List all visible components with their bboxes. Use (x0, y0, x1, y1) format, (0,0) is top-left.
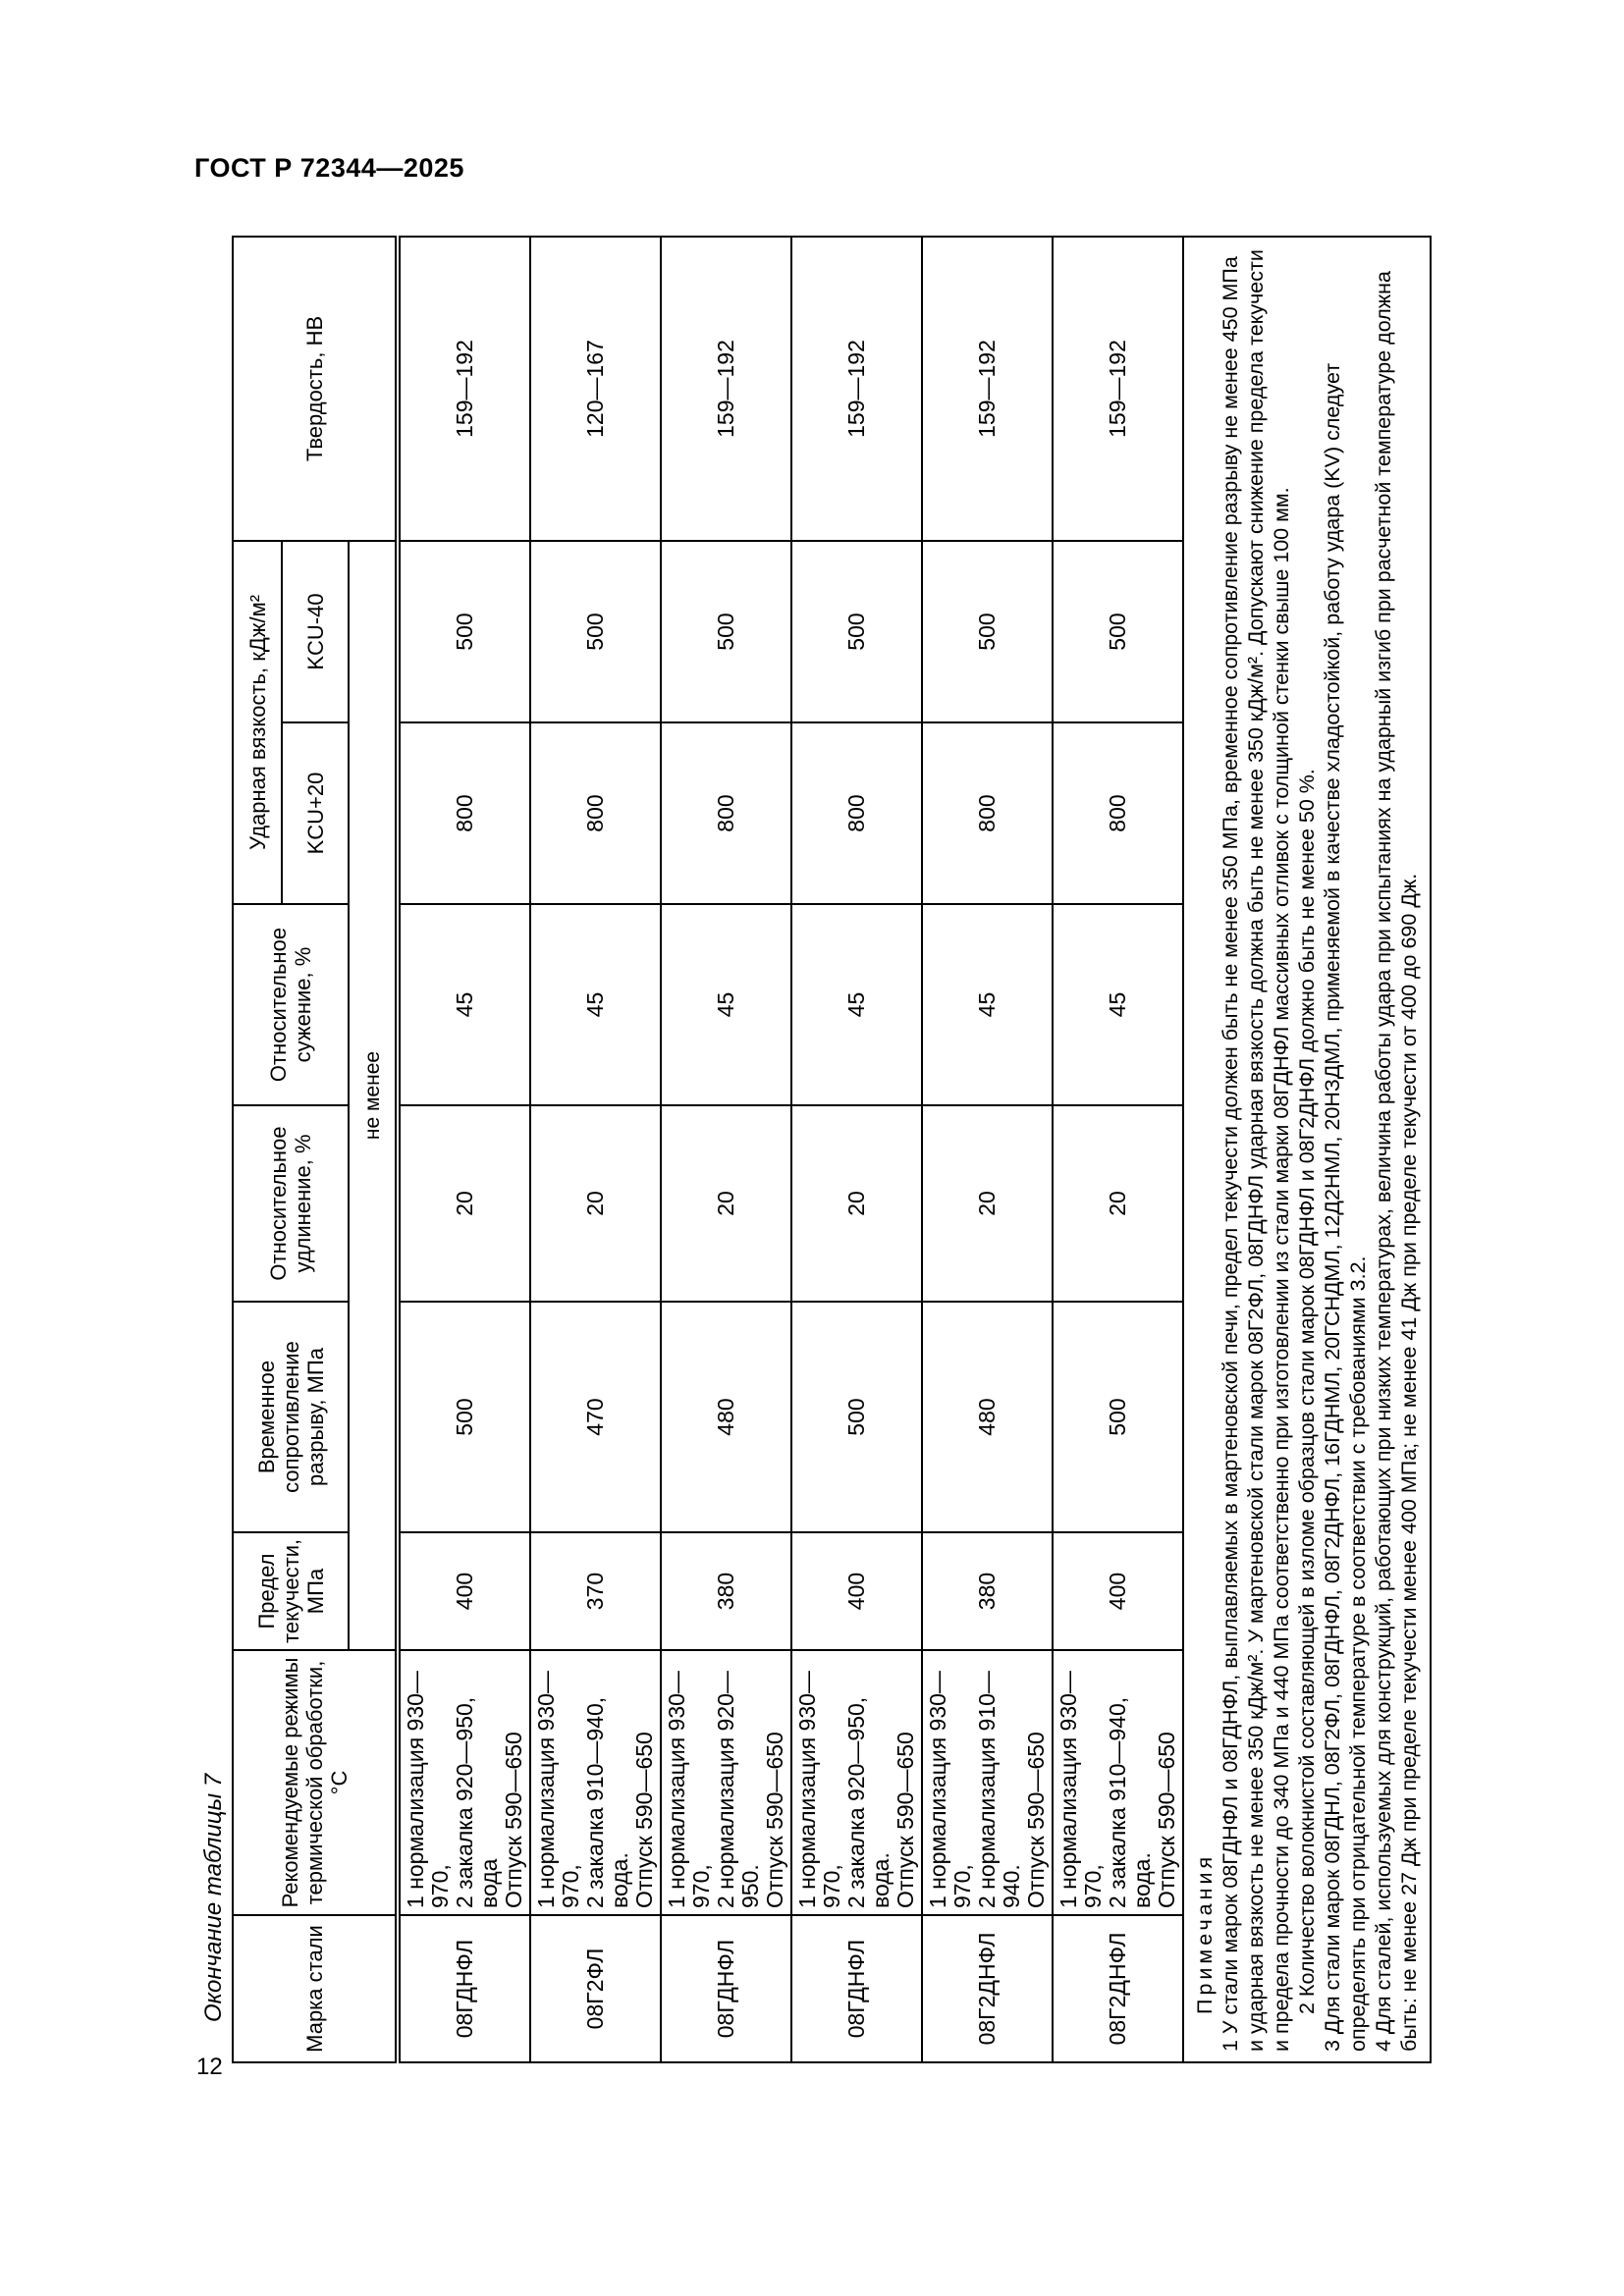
cell-kcu20: 800 (661, 722, 791, 904)
cell-hardness: 159—192 (791, 237, 922, 541)
cell-heat-treatment: 1 нормализация 930—970, 2 закалка 920—950, вода Отпуск 590—650 (398, 1650, 530, 1915)
cell-hardness: 159—192 (1053, 237, 1183, 541)
cell-heat-treatment: 1 нормализация 930—970, 2 закалка 920—950, вода. Отпуск 590—650 (791, 1650, 922, 1915)
cell-hardness: 159—192 (398, 237, 530, 541)
header-elongation: Относительное удлинение, % (233, 1105, 349, 1302)
table-row (1053, 237, 1183, 2062)
cell-elongation: 20 (922, 1105, 1053, 1302)
cell-tensile: 500 (1053, 1302, 1183, 1532)
cell-kcu20: 800 (530, 722, 661, 904)
table-row (661, 237, 791, 2062)
page-number: 12 (196, 2054, 223, 2080)
cell-yield: 380 (661, 1532, 791, 1650)
header-min-label: не менее (349, 541, 398, 1650)
cell-reduction: 45 (791, 904, 922, 1105)
cell-reduction: 45 (530, 904, 661, 1105)
cell-kcu40: 500 (791, 541, 922, 722)
table-caption: Окончание таблицы 7 (200, 1773, 227, 2022)
header-kcu-minus40: KCU-40 (282, 541, 349, 722)
cell-kcu40: 500 (661, 541, 791, 722)
cell-kcu40: 500 (398, 541, 530, 722)
cell-heat-treatment: 1 нормализация 930—970, 2 закалка 910—940, вода. Отпуск 590—650 (530, 1650, 661, 1915)
header-grade: Марка стали (233, 1915, 398, 2062)
cell-elongation: 20 (530, 1105, 661, 1302)
table-row (398, 237, 530, 2062)
header-hardness: Твердость, НВ (233, 237, 398, 541)
cell-kcu40: 500 (530, 541, 661, 722)
document-code: ГОСТ Р 72344—2025 (194, 153, 464, 183)
cell-yield: 400 (398, 1532, 530, 1650)
cell-tensile: 480 (922, 1302, 1053, 1532)
notes-row (1183, 237, 1431, 2062)
note-2: 2 Количество волокнистой составляющей в изломе образцов стали марок 08ГДНФЛ и 08Г2ДНФЛ должно быть не менее 50 %. (1295, 769, 1319, 2014)
cell-yield: 370 (530, 1532, 661, 1650)
header-kcu-plus20: KCU+20 (282, 722, 349, 904)
header-heat-treatment: Рекомендуемые режимы термической обработки, °С (233, 1650, 398, 1915)
cell-yield: 380 (922, 1532, 1053, 1650)
cell-grade: 08ГДНФЛ (398, 1915, 530, 2062)
cell-tensile: 470 (530, 1302, 661, 1532)
cell-reduction: 45 (922, 904, 1053, 1105)
header-yield: Предел текучести, МПа (233, 1532, 349, 1650)
cell-grade: 08Г2ФЛ (530, 1915, 661, 2062)
cell-hardness: 159—192 (922, 237, 1053, 541)
cell-elongation: 20 (398, 1105, 530, 1302)
note-3: 3 Для стали марок 08ГДНЛ, 08Г2ФЛ, 08ГДНФЛ, 08Г2ДНФЛ, 16ГДНМЛ, 20ГСНДМЛ, 12Д2НМЛ, 20НЗДМЛ, применяемой в качестве хладостойкой, работу удара (KV) следует определять при отрицательной температуре в соответствии с требованиями 3.2. (1321, 362, 1370, 2052)
cell-hardness: 159—192 (661, 237, 791, 541)
notes-cell (1183, 237, 1431, 2062)
cell-grade: 08Г2ДНФЛ (1053, 1915, 1183, 2062)
cell-heat-treatment: 1 нормализация 930—970, 2 нормализация 910—940. Отпуск 590—650 (922, 1650, 1053, 1915)
cell-kcu20: 800 (791, 722, 922, 904)
cell-grade: 08Г2ДНФЛ (922, 1915, 1053, 2062)
cell-yield: 400 (1053, 1532, 1183, 1650)
cell-tensile: 500 (398, 1302, 530, 1532)
table-row (530, 237, 661, 2062)
cell-heat-treatment: 1 нормализация 930—970, 2 закалка 910—940, вода. Отпуск 590—650 (1053, 1650, 1183, 1915)
cell-tensile: 480 (661, 1302, 791, 1532)
header-impact: Ударная вязкость, кДж/м² (233, 541, 282, 904)
note-1: 1 У стали марок 08ГДНФЛ и 08ГДНФЛ, выплавляемых в мартеновской печи, предел текучести должен быть не менее 350 МПа, временное сопротивление разрыву не менее 450 МПа и ударная вязкость не менее 350 кДж/м². У мартеновской стали марок 08Г2ФЛ, 08ГДНФЛ ударная вязкость должна быть не менее 350 кДж/м². Допускают снижение предела текучести и предела прочности до 340 МПа и 440 МПа соответственно при изготовлении из стали марки 08ГДНФЛ массивных отливок с толщиной стенки свыше 100 мм. (1218, 249, 1293, 2052)
cell-kcu20: 800 (1053, 722, 1183, 904)
cell-elongation: 20 (1053, 1105, 1183, 1302)
cell-grade: 08ГДНФЛ (791, 1915, 922, 2062)
table-row (922, 237, 1053, 2062)
cell-kcu20: 800 (922, 722, 1053, 904)
table-row (791, 237, 922, 2062)
cell-elongation: 20 (791, 1105, 922, 1302)
cell-yield: 400 (791, 1532, 922, 1650)
cell-heat-treatment: 1 нормализация 930—970, 2 нормализация 920—950. Отпуск 590—650 (661, 1650, 791, 1915)
cell-reduction: 45 (661, 904, 791, 1105)
header-reduction: Относительное сужение, % (233, 904, 349, 1105)
cell-reduction: 45 (398, 904, 530, 1105)
header-tensile: Временное сопротивление разрыву, МПа (233, 1302, 349, 1532)
cell-reduction: 45 (1053, 904, 1183, 1105)
note-4: 4 Для сталей, используемых для конструкций, работающих при низких температурах, величина работы удара при испытаниях на ударный изгиб при расчетной температуре должна быть: не менее 27 Дж при пределе текучести менее 400 МПа; не менее 41 Дж при пределе текучести от 400 до 690 Дж. (1372, 271, 1421, 2052)
cell-hardness: 120—167 (530, 237, 661, 541)
cell-kcu20: 800 (398, 722, 530, 904)
cell-elongation: 20 (661, 1105, 791, 1302)
cell-kcu40: 500 (922, 541, 1053, 722)
properties-table (232, 236, 1432, 2063)
rotated-table-wrapper (232, 238, 1421, 2063)
notes-title: Примечания (1193, 1852, 1217, 2014)
cell-tensile: 500 (791, 1302, 922, 1532)
cell-kcu40: 500 (1053, 541, 1183, 722)
cell-grade: 08ГДНФЛ (661, 1915, 791, 2062)
